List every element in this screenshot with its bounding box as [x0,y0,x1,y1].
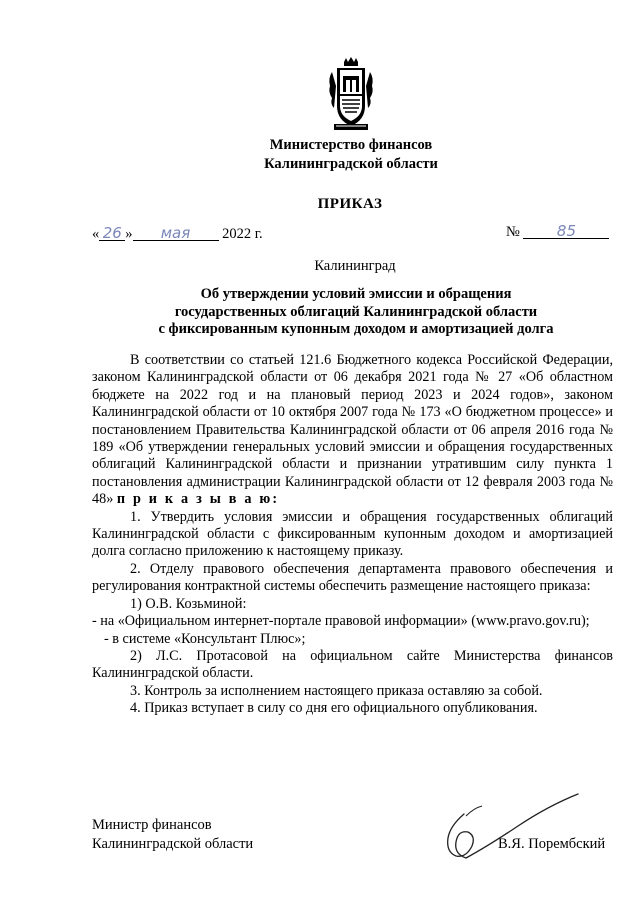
order-number [506,224,609,241]
date-open-quote: « [92,226,100,242]
item-2-1: 1) О.В. Козьминой: [130,595,247,612]
signatory-name: В.Я. Порембский [498,836,606,852]
item-1: 1. Утвердить условия эмиссии и обращения государственных облигаций Калининградской области с фиксированным купонным доходом и амортизацией долга согласно приложению к настоящему приказу. [92,508,613,560]
title-line: Об утверждении условий эмиссии и обращения [200,286,512,302]
preamble-text: В соответствии со статьей 121.6 Бюджетного кодекса Российской Федерации, законом Калининградской области от 06 декабря 2021 года № 27 «Об областном бюджете на 2022 год и на плановый период 2023 и 2024 годов», законом Калининградской области от 10 октября 2007 года № 173 «О бюджетном процессе» и постановлением Правительства Калининградской области от 06 апреля 2016 года № 189 «Об утверждении генеральных условий эмиссии и обращения государственных облигаций Калининградской области и признании утратившим силу пункта 1 постановления администрации Калининградской области от 12 февраля 2003 года № 48» [92,352,613,508]
city: Калининград [314,258,396,274]
item-2: 2. Отделу правового обеспечения департамента правового обеспечения и регулирования контрактной системы обеспечить размещение настоящего приказа: [92,560,613,595]
order-word: п р и к а з ы в а ю: [116,491,280,508]
order-date [92,226,263,243]
order-title [112,286,600,339]
item-4: 4. Приказ вступает в силу со дня его официального опубликования. [130,700,538,717]
position-region: Калининградской области [92,836,254,852]
item-3: 3. Контроль за исполнением настоящего приказа оставляю за собой. [130,682,543,699]
date-close-quote: » [125,226,133,242]
number-label: № [506,224,520,240]
position-title: Министр финансов [92,817,212,833]
item-2-1-a: - на «Официальном интернет-портале правовой информации» (www.pravo.gov.ru); [92,613,590,630]
ministry-header [200,136,502,174]
preamble-paragraph [92,352,613,509]
item-2-1-b: - в системе «Консультант Плюс»; [104,630,306,647]
number-value: 85 [523,224,609,239]
document-type: ПРИКАЗ [317,196,383,212]
ministry-region: Калининградской области [264,156,438,172]
coat-of-arms-emblem [326,56,376,134]
ministry-name: Министерство финансов [269,137,433,153]
date-month: мая [133,226,219,241]
date-day: 26 [99,226,125,241]
item-2-2: 2) Л.С. Протасовой на официальном сайте Министерства финансов Калининградской области. [92,647,613,682]
date-year: 2022 г. [222,226,263,242]
title-line: государственных облигаций Калининградской области [174,303,538,320]
order-body [92,352,613,718]
title-line: с фиксированным купонным доходом и амортизацией долга [158,321,554,337]
signatory-position [92,816,253,854]
